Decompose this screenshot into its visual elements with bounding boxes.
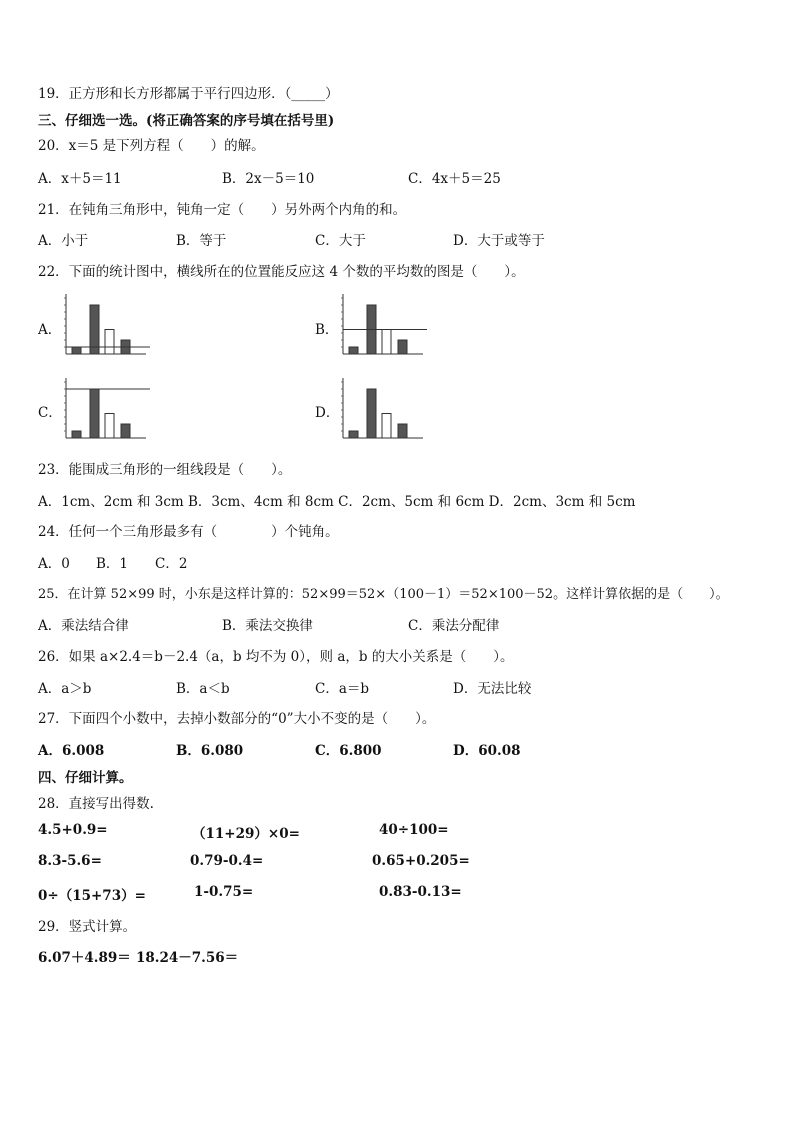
bar (105, 330, 114, 355)
q27-option-b: B．6.080 (176, 743, 244, 759)
bar (382, 330, 391, 355)
q20-option-a: A．x＋5＝11 (38, 171, 122, 187)
q24-option-a: A．0 (38, 556, 70, 572)
q23-options: A．1cm、2cm 和 3cm B．3cm、4cm 和 8cm C．2cm、5cm 和 6cm D．2cm、3cm 和 5cm (38, 494, 636, 510)
bar (90, 305, 99, 354)
section3-heading: 三、仔细选一选。(将正确答案的序号填在括号里) (38, 113, 335, 129)
q27-stem: 27．下面四个小数中，去掉小数部分的“0”大小不变的是（ ）。 (38, 711, 436, 727)
q29-item: 18.24－7.56＝ (136, 950, 239, 966)
q20-option-b: B．2x－5＝10 (222, 171, 315, 187)
q25-option-a: A．乘法结合律 (38, 618, 129, 634)
bar (367, 389, 376, 438)
q22-chart-d (337, 378, 429, 440)
q22-chart-a-label: A． (38, 322, 62, 338)
bar (121, 424, 130, 438)
bar (90, 389, 99, 438)
q26-option-d: D．无法比较 (453, 681, 532, 697)
q25-stem: 25．在计算 52×99 时，小东是这样计算的：52×99＝52×（100－1）＝52×100－52。这样计算依据的是（ ）。 (38, 587, 729, 602)
q23-stem: 23．能围成三角形的一组线段是（ ）。 (38, 462, 292, 478)
q27-option-d: D．60.08 (453, 743, 521, 759)
q28-item: 0.83-0.13= (379, 884, 462, 900)
bar (72, 431, 81, 438)
q27-option-c: C．6.800 (315, 743, 382, 759)
bar (349, 431, 358, 438)
bar (349, 347, 358, 354)
q22-chart-d-label: D． (315, 405, 340, 421)
q26-option-a: A．a＞b (38, 681, 92, 697)
q26-option-b: B．a＜b (176, 681, 230, 697)
q24-option-b: B．1 (96, 556, 129, 572)
q22-stem: 22．下面的统计图中，横线所在的位置能反应这 4 个数的平均数的图是（ ）。 (38, 264, 525, 280)
q26-option-c: C．a＝b (315, 681, 370, 697)
bar (398, 424, 407, 438)
q21-stem: 21．在钝角三角形中，钝角一定（ ）另外两个内角的和。 (38, 202, 407, 218)
section4-heading: 四、仔细计算。 (38, 770, 133, 786)
q22-chart-b-label: B． (315, 322, 339, 338)
q24-stem: 24．任何一个三角形最多有（ ）个钝角。 (38, 524, 339, 540)
q25-option-c: C．乘法分配律 (408, 618, 500, 634)
bar (367, 305, 376, 354)
q20-stem: 20．x＝5 是下列方程（ ）的解。 (38, 138, 265, 154)
q21-option-b: B．等于 (176, 233, 227, 249)
q19-text: 19．正方形和长方形都属于平行四边形．（_____） (38, 86, 339, 102)
q29-item: 6.07＋4.89＝ (38, 950, 131, 966)
q28-item: （11+29）×0= (192, 826, 300, 842)
q28-item: 1-0.75= (194, 884, 254, 900)
q21-option-c: C．大于 (315, 233, 366, 249)
q26-stem: 26．如果 a×2.4＝b－2.4（a，b 均不为 0），则 a，b 的大小关系是（ ）。 (38, 649, 514, 665)
q28-item: 40÷100= (379, 822, 449, 838)
q22-chart-c-label: C． (38, 405, 62, 421)
q22-chart-a (60, 294, 152, 356)
q28-item: 0.65+0.205= (372, 853, 470, 869)
q20-option-c: C．4x＋5＝25 (408, 171, 501, 187)
bar (72, 347, 81, 354)
bar (121, 340, 130, 354)
q27-option-a: A．6.008 (38, 743, 105, 759)
q25-option-b: B．乘法交换律 (222, 618, 313, 634)
q24-option-c: C．2 (155, 556, 188, 572)
q28-stem: 28．直接写出得数. (38, 796, 154, 812)
q28-item: 8.3-5.6= (38, 853, 102, 869)
q21-option-a: A．小于 (38, 233, 89, 249)
q28-item: 4.5+0.9= (38, 822, 108, 838)
q22-chart-c (60, 378, 152, 440)
bar (398, 340, 407, 354)
bar (382, 414, 391, 439)
bar (105, 414, 114, 439)
q28-item: 0.79-0.4= (190, 853, 264, 869)
q21-option-d: D．大于或等于 (453, 233, 545, 249)
q28-item: 0÷（15+73）= (38, 888, 146, 904)
q29-stem: 29．竖式计算。 (38, 919, 137, 935)
q22-chart-b (337, 294, 429, 356)
